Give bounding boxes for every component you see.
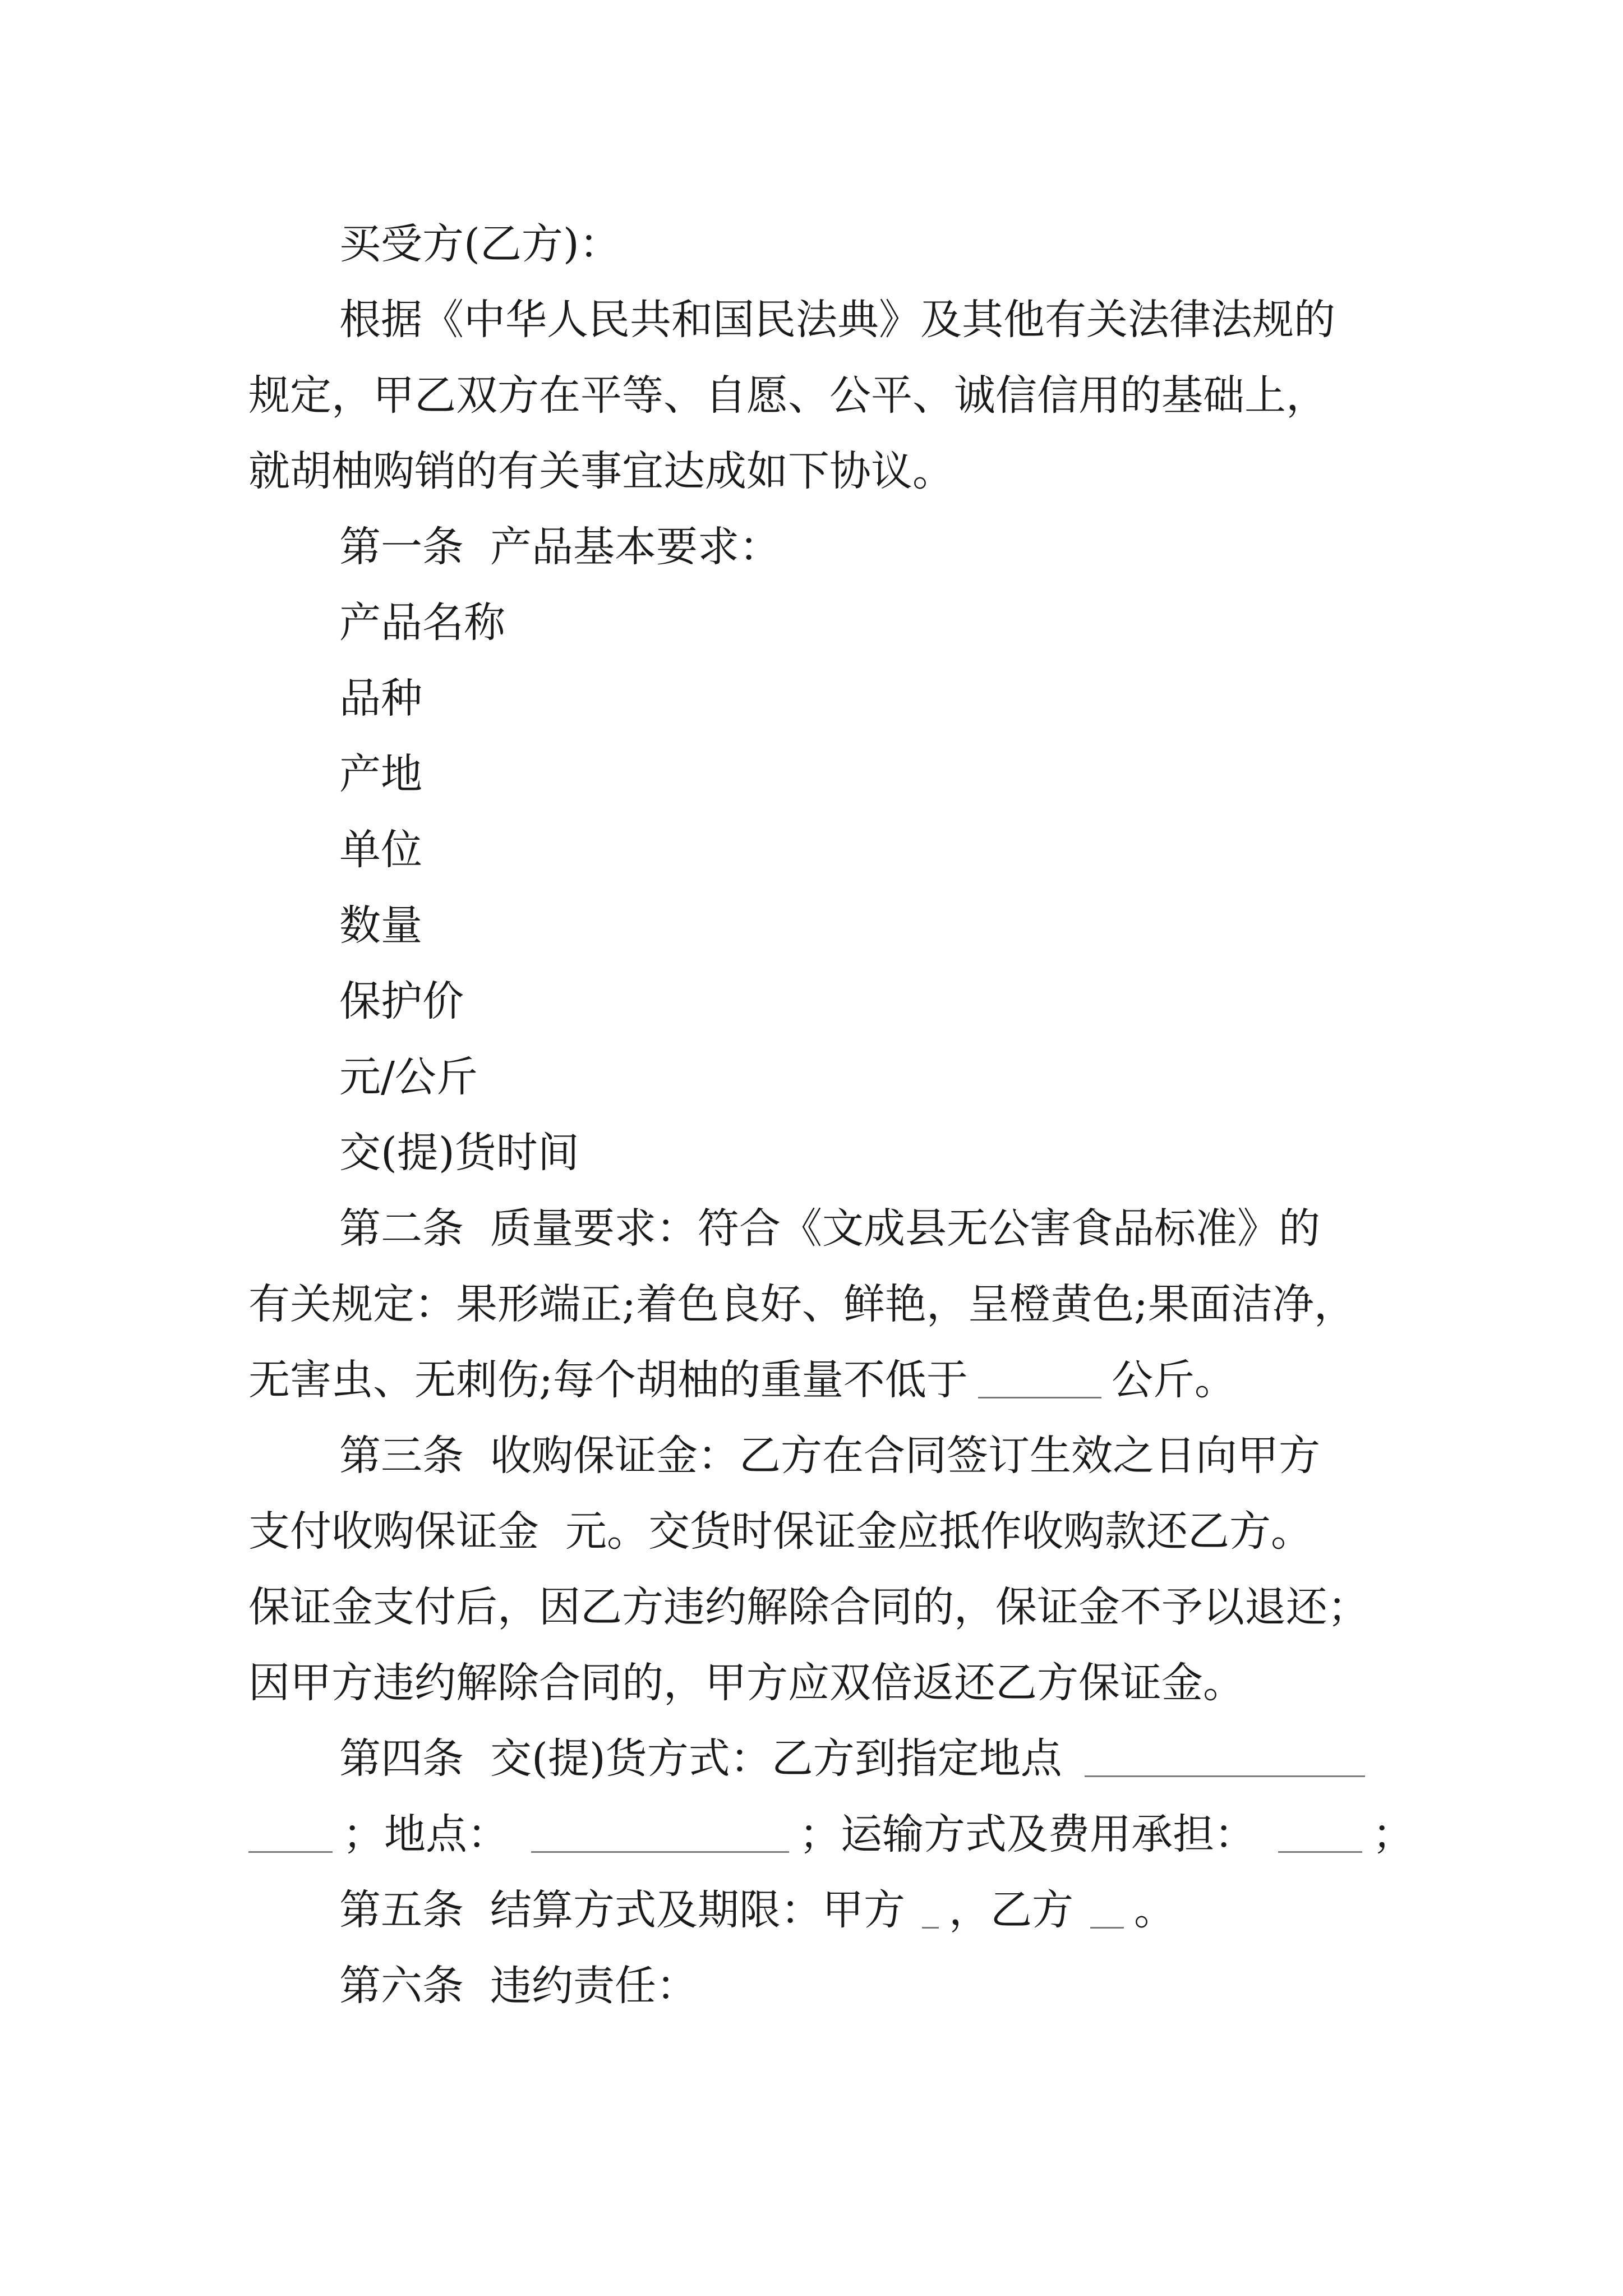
article-3-line-1: 第三条 收购保证金：乙方在合同签订生效之日向甲方 [339, 1432, 1321, 1480]
article-3-line-3: 保证金支付后，因乙方违约解除合同的，保证金不予以退还； [248, 1583, 1369, 1631]
location-blank-2 [248, 1815, 333, 1853]
field-origin: 产地 [339, 750, 422, 798]
party-b-blank [1090, 1891, 1124, 1929]
intro-paragraph-line-3: 就胡柚购销的有关事宜达成如下协议。 [248, 447, 954, 495]
article-6-heading: 第六条 违约责任： [339, 1962, 698, 2010]
article-4-line-2 [248, 1810, 1414, 1858]
article-2-line-3-unit: 公斤。 [1111, 1356, 1236, 1404]
article-4-location-label: ；地点： [343, 1810, 509, 1858]
field-delivery-time: 交(提)货时间 [339, 1129, 579, 1177]
article-2-line-1: 第二条 质量要求：符合《文成县无公害食品标准》的 [339, 1204, 1321, 1253]
field-unit: 单位 [339, 826, 422, 874]
article-4-line-1-text: 第四条 交(提)货方式：乙方到指定地点 [339, 1734, 1062, 1783]
article-4-end-mark: ； [1372, 1810, 1414, 1858]
article-2-line-2: 有关规定：果形端正;着色良好、鲜艳，呈橙黄色;果面洁净， [248, 1280, 1355, 1328]
article-5-text-c: 。 [1134, 1886, 1176, 1934]
article-1-heading: 第一条 产品基本要求： [339, 523, 781, 571]
article-4-transport-label: ；运输方式及费用承担： [799, 1810, 1256, 1858]
article-5-text-b: ，乙方 [949, 1886, 1074, 1934]
party-a-blank [922, 1891, 939, 1929]
buyer-party-line: 买受方(乙方)： [339, 220, 621, 268]
field-price-unit: 元/公斤 [339, 1053, 478, 1101]
location-blank-1 [1085, 1740, 1365, 1777]
field-protection-price: 保护价 [339, 977, 464, 1025]
article-3-line-2: 支付收购保证金 元。交货时保证金应抵作收购款还乙方。 [248, 1507, 1313, 1556]
field-variety: 品种 [339, 674, 422, 723]
article-3-line-4: 因甲方违约解除合同的，甲方应双倍返还乙方保证金。 [248, 1659, 1244, 1707]
article-4-line-1 [339, 1734, 1375, 1783]
article-2-line-3 [248, 1356, 1236, 1404]
intro-paragraph-line-2: 规定，甲乙双方在平等、自愿、公平、诚信信用的基础上， [248, 371, 1327, 420]
weight-blank [978, 1361, 1101, 1398]
article-5-line [339, 1886, 1176, 1934]
article-2-line-3-text: 无害虫、无刺伤;每个胡柚的重量不低于 [248, 1356, 968, 1404]
transport-blank [1278, 1815, 1362, 1853]
field-product-name: 产品名称 [339, 599, 505, 647]
intro-paragraph-line-1: 根据《中华人民共和国民法典》及其他有关法律法规的 [339, 296, 1335, 344]
field-quantity: 数量 [339, 901, 422, 950]
location-blank-3 [531, 1815, 789, 1853]
article-5-text-a: 第五条 结算方式及期限：甲方 [339, 1886, 906, 1934]
